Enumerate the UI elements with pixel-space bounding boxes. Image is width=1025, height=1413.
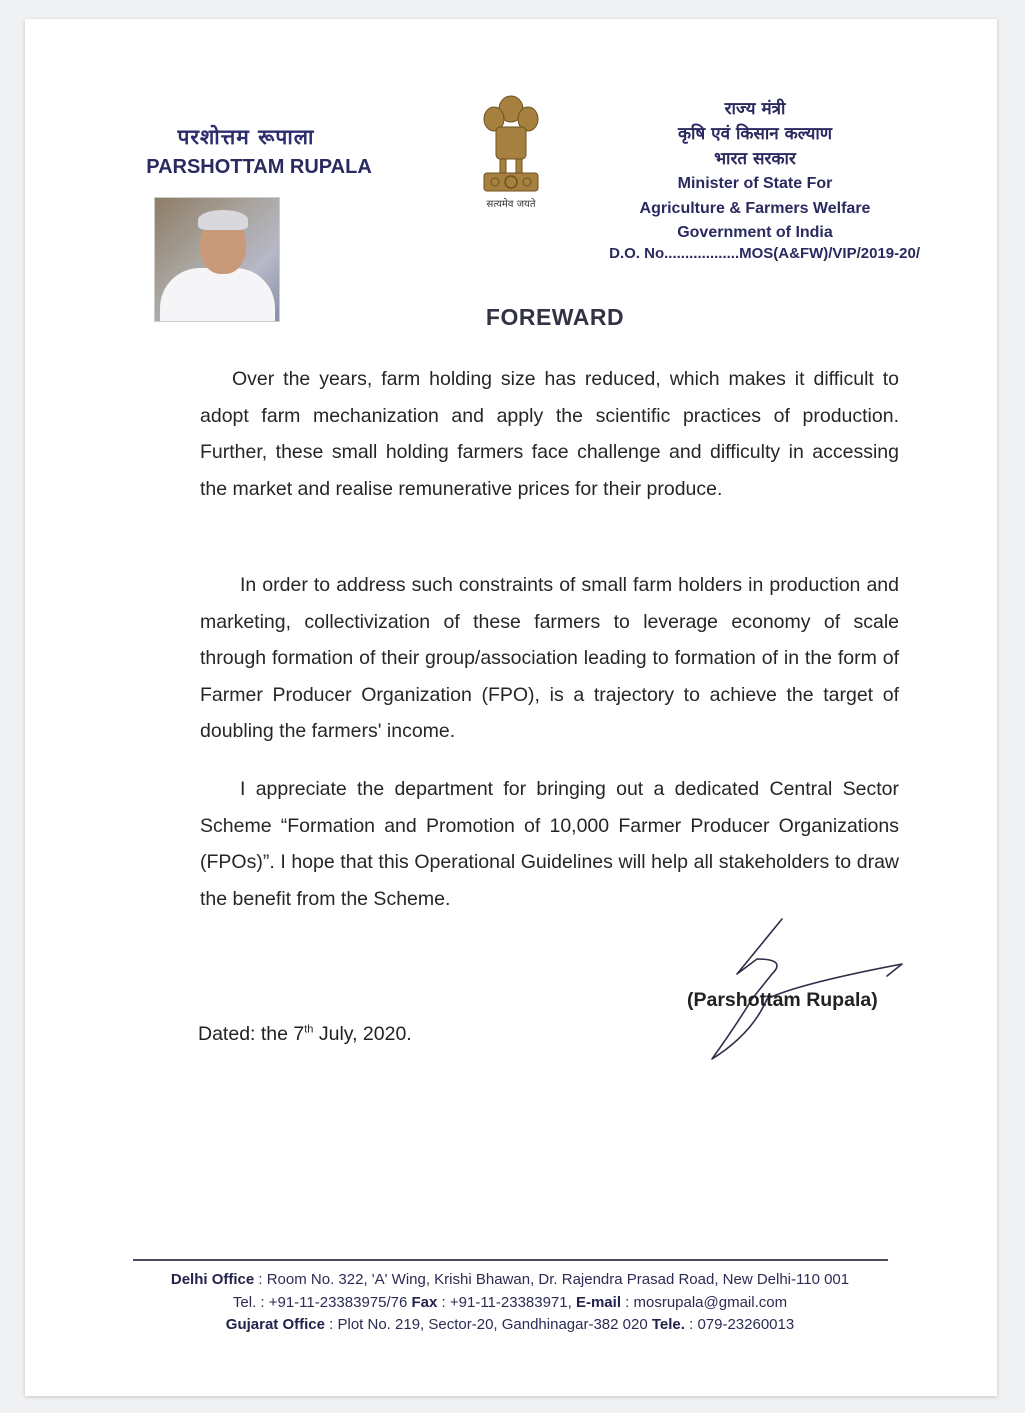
minister-photo (154, 197, 280, 322)
tel-label: Tel. (232, 1293, 257, 1311)
paragraph: Over the years, farm holding size has reduced, which makes it difficult to adopt farm mechanization and apply the scientific practices of production. Further, these small holding farmers face challenge and difficulty in accessing the market and realise remunerative prices for their produce. (200, 368, 899, 500)
gujarat-office-address: : Plot No. 219, Sector-20, Gandhinagar-382 020 (324, 1316, 652, 1333)
name-hindi: परशोत्तम रूपाला (177, 125, 315, 149)
delhi-office-address: : Room No. 322, 'A' Wing, Krishi Bhawan, Dr. Rajendra Prasad Road, New Delhi-110 001 (254, 1271, 850, 1288)
designation-block (600, 97, 910, 246)
date-suffix: July, 2020. (313, 1023, 412, 1045)
email-value: : mosrupala@gmail.com (620, 1293, 788, 1311)
contact-line (125, 1292, 895, 1315)
designation-english-line: Government of India (677, 224, 833, 241)
paragraph: In order to address such constraints of small farm holders in production and marketing, collectivization of these farmers to leverage economy of scale through formation of their group/association leading to formation of in the form of Farmer Producer Organization (FPO), is a trajectory to achieve the target of doubling the farmers' income. (200, 574, 899, 742)
gujarat-office-line (125, 1314, 895, 1337)
date-prefix: Dated: the 7 (198, 1023, 305, 1045)
do-number: D.O. No..................MOS(A&FW)/VIP/2019-20/ (609, 245, 920, 262)
document-heading: FOREWARD (485, 304, 625, 330)
designation-hindi-line: कृषि एवं किसान कल्याण (677, 124, 833, 144)
footer-contact (125, 1269, 895, 1337)
fax-label: Fax (411, 1293, 438, 1311)
emblem-motto: सत्यमेव जयते (486, 199, 536, 210)
designation-english-line: Agriculture & Farmers Welfare (639, 199, 871, 217)
delhi-office-line (125, 1269, 895, 1292)
national-emblem (471, 89, 551, 219)
letter-page (25, 19, 997, 1396)
designation-hindi-line: भारत सरकार (714, 149, 796, 169)
paragraph: I appreciate the department for bringing out a dedicated Central Sector Scheme “Formation and Promotion of 10,000 Farmer Producer Organizations (FPOs)”. I hope that this Operational Guidelines will help all stakeholders to draw the benefit from the Scheme. (200, 778, 899, 910)
designation-hindi-line: राज्य मंत्री (724, 99, 786, 119)
name-english: PARSHOTTAM RUPALA (146, 156, 372, 178)
date-line (198, 1023, 412, 1046)
lion-capital-icon (476, 89, 546, 194)
gujarat-office-label: Gujarat Office (225, 1316, 325, 1333)
tele-value: : 079-23260013 (684, 1316, 795, 1333)
fax-value: : +91-11-23383971, (437, 1293, 576, 1311)
delhi-office-label: Delhi Office (170, 1271, 255, 1288)
footer-divider (133, 1259, 888, 1261)
signer-name: (Parshottam Rupala) (687, 989, 878, 1011)
tele-label: Tele. (651, 1316, 685, 1333)
designation-english-line: Minister of State For (677, 175, 833, 192)
tel-value: : +91-11-23383975/76 (256, 1293, 412, 1311)
email-label: E-mail (575, 1293, 621, 1311)
date-ordinal: th (304, 1023, 314, 1036)
